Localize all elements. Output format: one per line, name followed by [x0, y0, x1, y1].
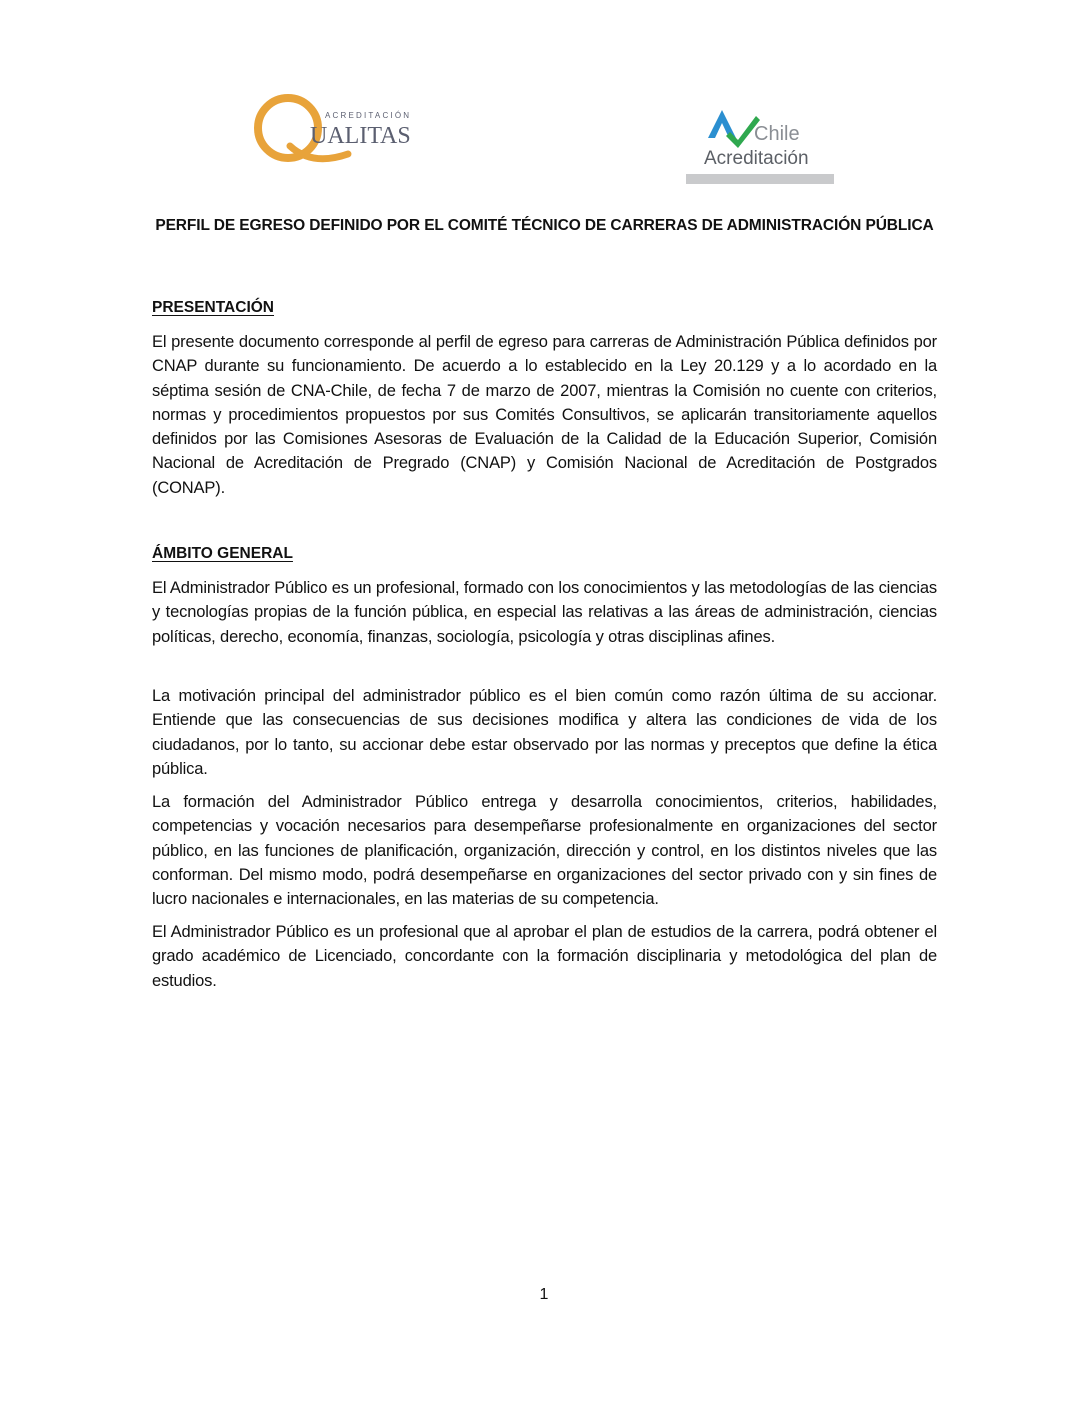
paragraph-ambito-4: El Administrador Público es un profesional que al aprobar el plan de estudios de la carrera, podrá obtener el grado académico de Licenciado, concordante con la formación disciplinaria y metodológica del plan de estudios. — [152, 923, 937, 990]
paragraph-ambito-2: La motivación principal del administrador público es el bien común como razón última de su accionar. Entiende que las consecuencias de sus decisiones modifica y altera las condiciones de vida de los ciudadanos, por lo tanto, su accionar debe estar observado por las normas y preceptos que define la ética pública. — [152, 687, 937, 778]
qualitas-logo-graphic — [250, 88, 422, 184]
page-number: 1 — [539, 1286, 549, 1303]
paragraph-presentacion: El presente documento corresponde al perfil de egreso para carreras de Administración Pública definidos por CNAP durante su funcionamiento. De acuerdo a lo establecido en la Ley 20.129 y a lo acordado en la séptima sesión de CNA-Chile, de fecha 7 de marzo de 2007, mientras la Comisión no cuente con criterios, normas y procedimientos propuestos por sus Comités Consultivos, se aplicarán transitoriamente aquellos definidos por las Comisiones Asesoras de Evaluación de la Calidad de la Educación Superior, Comisión Nacional de Acreditación de Pregrado (CNAP) y Comisión Nacional de Acreditación de Postgrados (CONAP). — [152, 333, 937, 497]
qualitas-main-text: UALITAS — [310, 123, 411, 149]
chile-acreditacion-logo — [686, 104, 834, 184]
section-heading-presentacion: PRESENTACIÓN — [152, 299, 275, 316]
chile-logo-text: Chile — [754, 123, 800, 145]
logo-underline-bar — [686, 174, 834, 184]
acreditacion-logo-text: Acreditación — [704, 148, 809, 169]
document-title: PERFIL DE EGRESO DEFINIDO POR EL COMITÉ TÉCNICO DE CARRERAS DE ADMINISTRACIÓN PÚBLICA — [155, 217, 934, 234]
section-heading-ambito-general: ÁMBITO GENERAL — [152, 545, 293, 562]
chile-acreditacion-graphic — [686, 104, 834, 174]
qualitas-top-text: ACREDITACIÓN — [325, 111, 412, 120]
qualitas-logo — [250, 88, 422, 184]
paragraph-ambito-1: El Administrador Público es un profesional, formado con los conocimientos y las metodologías de las ciencias y tecnologías propias de la función pública, en especial las relativas a las áreas de administración, ciencias políticas, derecho, economía, finanzas, sociología, psicología y otras disciplinas afines. — [152, 579, 937, 646]
paragraph-ambito-3: La formación del Administrador Público entrega y desarrolla conocimientos, criterios, habilidades, competencias y vocación necesarios para desempeñarse profesionalmente en organizaciones del sector público, en las funciones de planificación, organización, dirección y control, en los distintos niveles que las conforman. Del mismo modo, podrá desempeñarse en organizaciones del sector privado con y sin fines de lucro nacionales e internacionales, en las materias de su competencia. — [152, 793, 937, 909]
